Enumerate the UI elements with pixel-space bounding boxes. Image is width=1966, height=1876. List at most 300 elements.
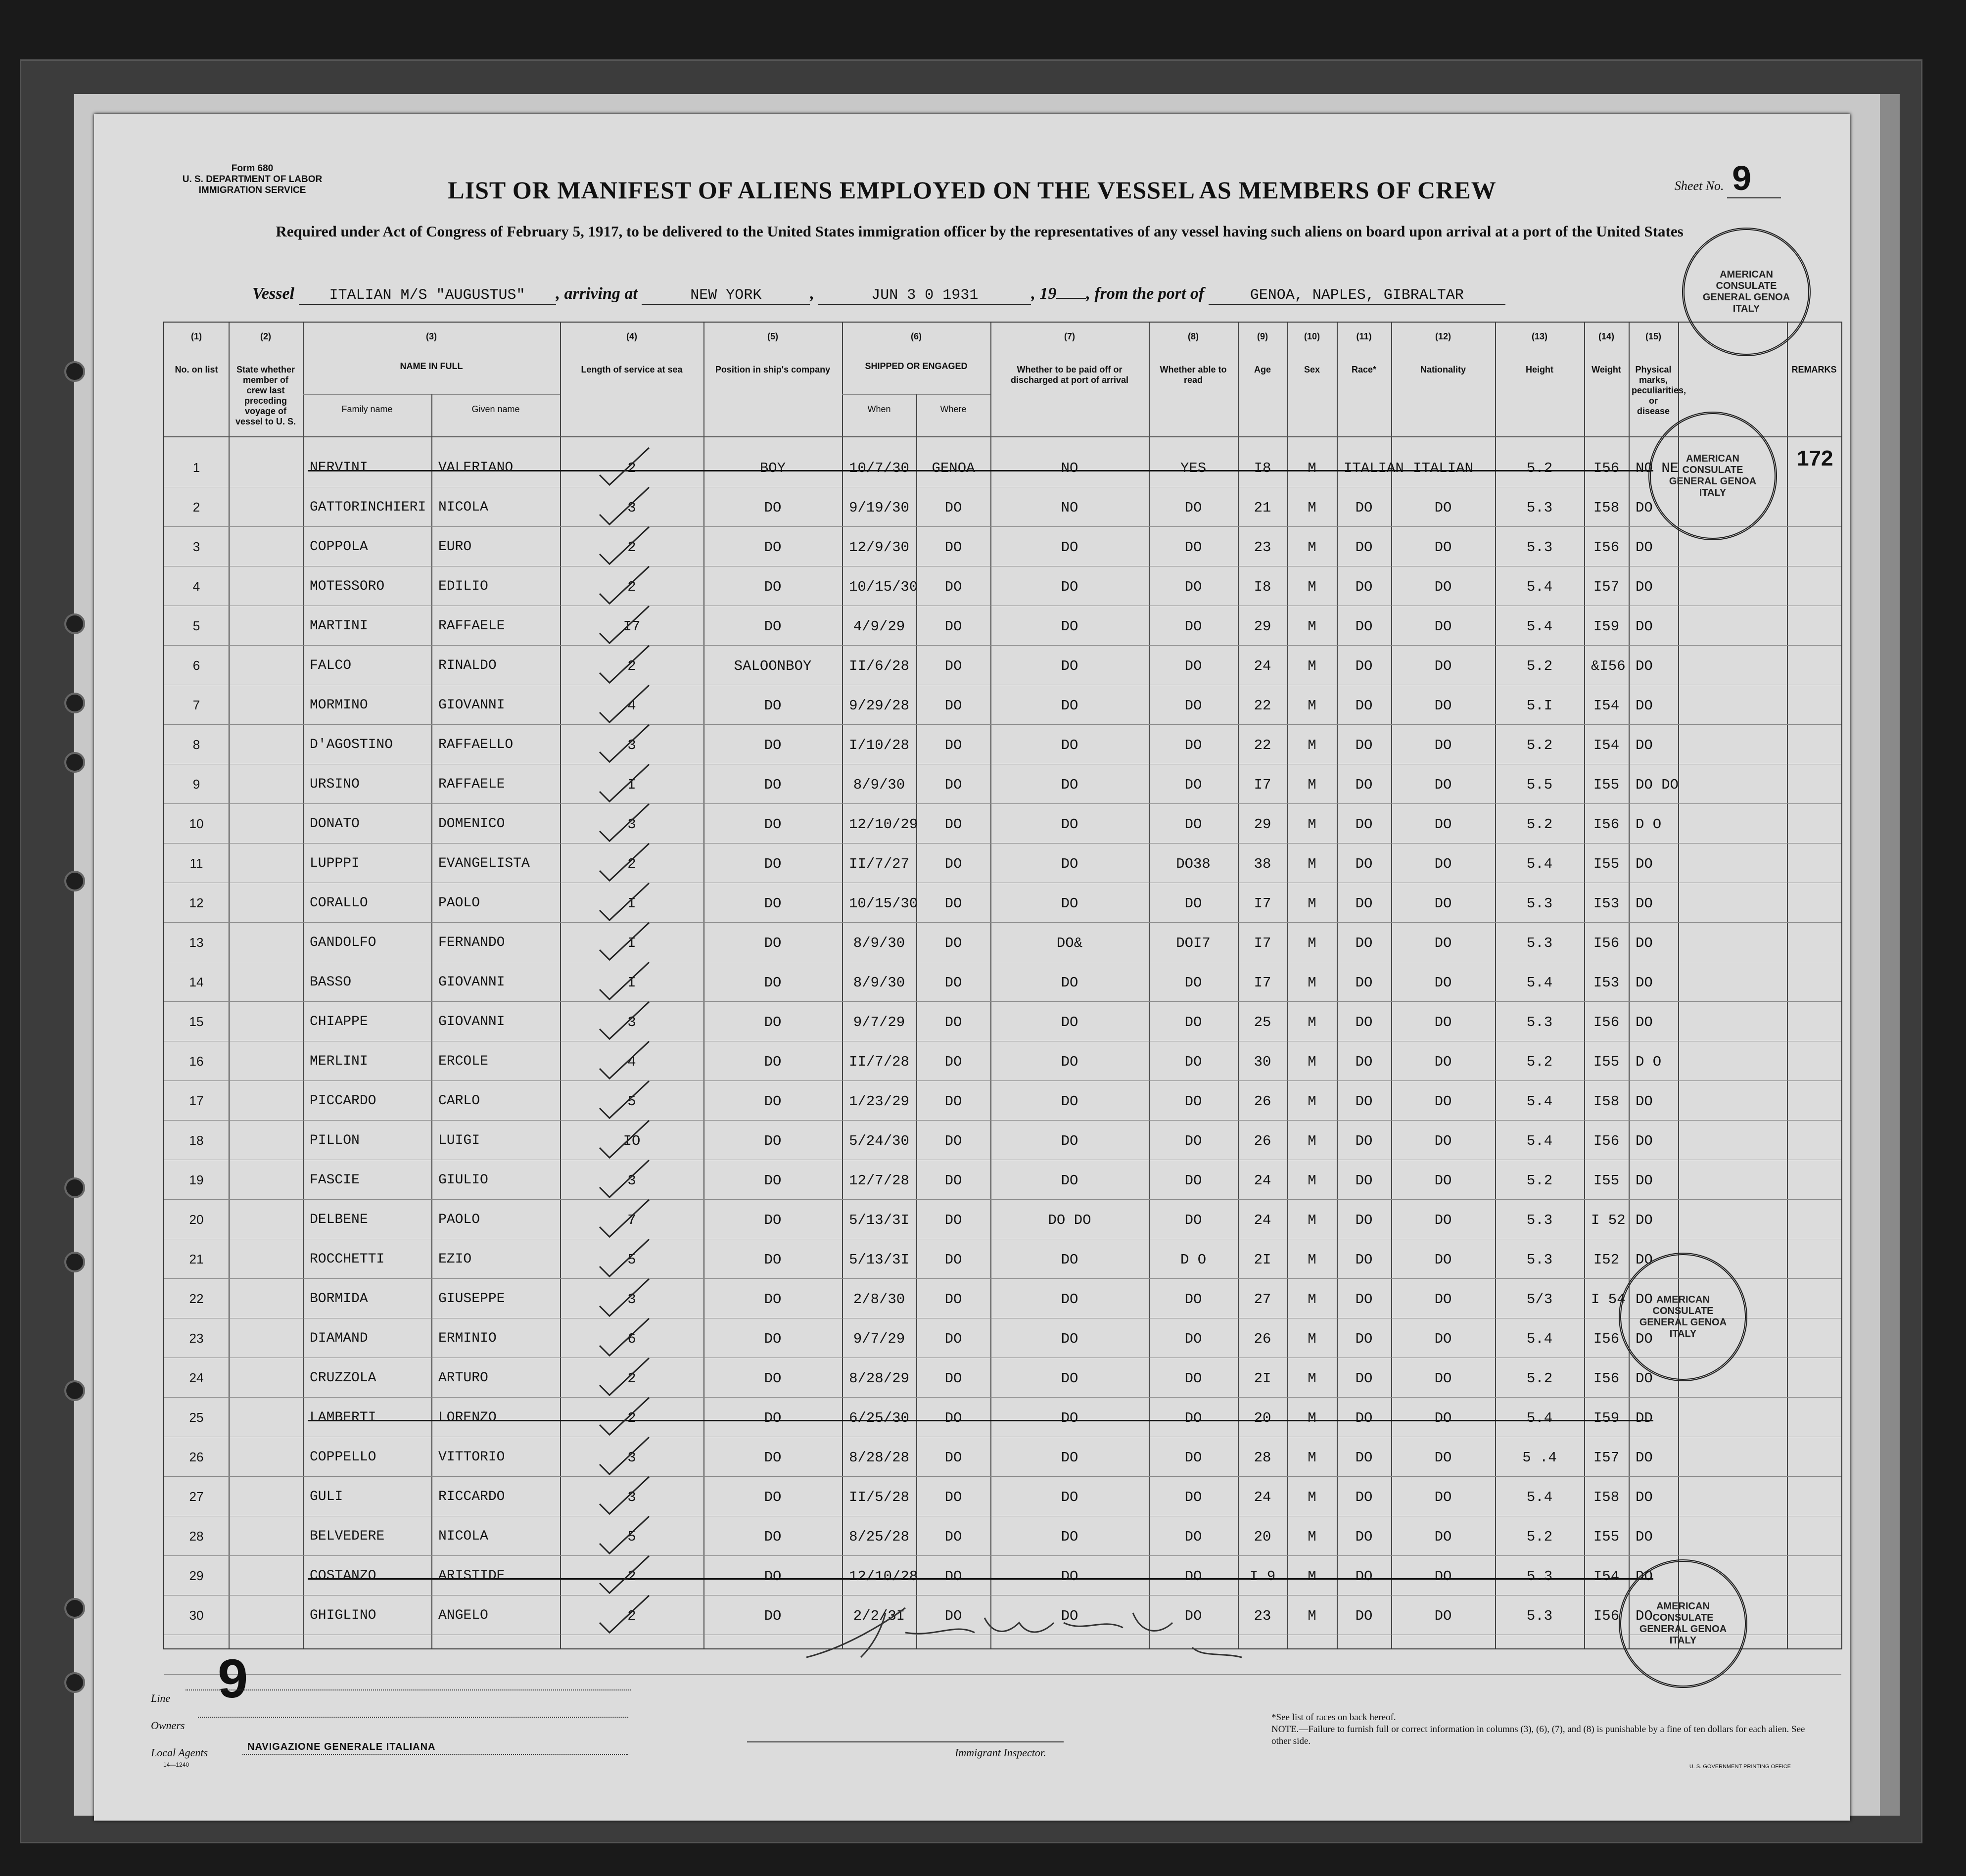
cell-given: FERNANDO: [438, 935, 505, 950]
cell-given: GIULIO: [438, 1172, 488, 1188]
cell-no: 7: [192, 698, 200, 712]
cell-read: DO: [1184, 1014, 1202, 1031]
cell-age: I7: [1254, 777, 1271, 793]
check-mark: [595, 485, 654, 529]
check-mark: [595, 1356, 654, 1400]
cell-marks: DO: [1636, 1608, 1653, 1624]
cell-when: 1/23/29: [849, 1093, 909, 1110]
cell-family: LAMBERTI: [310, 1410, 376, 1425]
cell-nationality: DO: [1434, 1608, 1452, 1624]
cell-given: ERCOLE: [438, 1054, 488, 1069]
printer-mark: U. S. GOVERNMENT PRINTING OFFICE: [1689, 1764, 1791, 1770]
cell-no: 5: [192, 618, 200, 633]
cell-height: 5.4: [1526, 1133, 1553, 1149]
cell-weight: I59: [1593, 1410, 1620, 1426]
binder-hole: [64, 871, 85, 891]
cell-no: 28: [189, 1529, 204, 1544]
cell-height: 5.3: [1526, 1568, 1553, 1585]
cell-when: II/5/28: [849, 1489, 909, 1505]
cell-no: 14: [189, 975, 204, 989]
cell-where: DO: [944, 895, 962, 912]
vessel-label: Vessel: [252, 284, 294, 303]
column-header: Sex: [1304, 365, 1320, 375]
cell-weight: I57: [1593, 579, 1620, 595]
check-mark: [595, 564, 654, 609]
cell-marks: NO NE: [1636, 460, 1679, 476]
column-subheader: When: [867, 404, 891, 414]
column-number: (10): [1304, 331, 1320, 341]
cell-sex: M: [1308, 1529, 1316, 1545]
check-mark: [595, 1316, 654, 1360]
cell-service: 2: [627, 1370, 636, 1387]
column-header: Race*: [1351, 365, 1377, 375]
row-rule: [164, 1001, 1841, 1002]
cell-read: D O: [1180, 1252, 1207, 1268]
cell-paid: DO: [1061, 975, 1078, 991]
cell-position: DO: [764, 1212, 782, 1228]
cell-given: GIOVANNI: [438, 975, 505, 990]
cell-paid: DO: [1061, 1568, 1078, 1585]
cell-race: DO: [1355, 1212, 1373, 1228]
table-row: [164, 698, 1841, 722]
cell-sex: M: [1308, 698, 1316, 714]
cell-when: 5/13/3I: [849, 1212, 909, 1228]
column-subheader: Given name: [471, 404, 520, 414]
cell-height: 5.3: [1526, 500, 1553, 516]
cell-service: 3: [627, 500, 636, 516]
cell-service: 5: [627, 1252, 636, 1268]
cell-marks: DO: [1636, 698, 1653, 714]
cell-marks: DO: [1636, 737, 1653, 753]
cell-position: DO: [764, 1054, 782, 1070]
column-header: NAME IN FULL: [400, 361, 463, 371]
cell-family: DONATO: [310, 816, 360, 832]
cell-paid: DO: [1061, 1489, 1078, 1505]
cell-service: I: [627, 777, 636, 793]
cell-family: MOTESSORO: [310, 579, 385, 594]
cell-where: DO: [944, 500, 962, 516]
cell-age: 20: [1254, 1529, 1271, 1545]
cell-nationality: DO: [1434, 816, 1452, 833]
stamp-text: AMERICAN CONSULATE GENERAL GENOA ITALY: [1639, 1294, 1727, 1339]
inspector-label: Immigrant Inspector.: [955, 1746, 1046, 1759]
cell-when: 6/25/30: [849, 1410, 909, 1426]
column-header: Position in ship's company: [715, 365, 831, 375]
cell-marks: DO: [1636, 1370, 1653, 1387]
cell-read: DO: [1184, 1608, 1202, 1624]
cell-marks: DO: [1636, 1252, 1653, 1268]
cell-weight: I56: [1593, 539, 1620, 556]
cell-when: 12/9/30: [849, 539, 909, 556]
cell-service: 4: [627, 698, 636, 714]
cell-given: PAOLO: [438, 1212, 480, 1227]
cell-service: 3: [627, 1450, 636, 1466]
cell-height: 5 .4: [1522, 1450, 1557, 1466]
cell-read: DO: [1184, 737, 1202, 753]
cell-where: DO: [944, 1093, 962, 1110]
cell-marks: DO: [1636, 1568, 1653, 1585]
cell-nationality: DO: [1434, 1054, 1452, 1070]
cell-sex: M: [1308, 895, 1316, 912]
cell-age: 38: [1254, 856, 1271, 872]
cell-nationality: DO: [1434, 1093, 1452, 1110]
check-mark: [595, 524, 654, 569]
cell-position: DO: [764, 1370, 782, 1387]
cell-height: 5.4: [1526, 1410, 1553, 1426]
check-mark: [595, 1158, 654, 1202]
cell-read: DO: [1184, 579, 1202, 595]
cell-position: DO: [764, 935, 782, 951]
cell-position: DO: [764, 737, 782, 753]
cell-height: 5.4: [1526, 579, 1553, 595]
cell-when: 12/10/28: [849, 1568, 918, 1585]
cell-no: 2: [192, 500, 200, 515]
cell-race: DO: [1355, 1331, 1373, 1347]
cell-family: LUPPPI: [310, 856, 360, 871]
cell-weight: I57: [1593, 1450, 1620, 1466]
cell-position: DO: [764, 539, 782, 556]
consulate-stamp: [1648, 412, 1777, 540]
cell-family: MORMINO: [310, 698, 368, 713]
table-row: [164, 1212, 1841, 1237]
cell-marks: DO: [1636, 1093, 1653, 1110]
cell-race: DO: [1355, 816, 1373, 833]
cell-sex: M: [1308, 1291, 1316, 1308]
cell-when: 8/9/30: [853, 935, 905, 951]
binder-hole: [64, 361, 85, 382]
check-mark: [595, 1395, 654, 1440]
cell-no: 24: [189, 1370, 204, 1385]
cell-given: DOMENICO: [438, 816, 505, 832]
table-row: [164, 1331, 1841, 1356]
cell-sex: M: [1308, 1331, 1316, 1347]
cell-marks: D O: [1636, 1054, 1662, 1070]
column-header: Whether to be paid off or discharged at port of arrival: [1010, 365, 1129, 385]
cell-family: MARTINI: [310, 618, 368, 634]
cell-given: GIOVANNI: [438, 698, 505, 713]
cell-paid: DO: [1061, 1172, 1078, 1189]
cell-service: 3: [627, 816, 636, 833]
cell-where: DO: [944, 1608, 962, 1624]
cell-paid: DO: [1061, 1410, 1078, 1426]
line-handwritten: 9: [218, 1648, 248, 1709]
cell-weight: I54: [1593, 737, 1620, 753]
cell-family: COPPELLO: [310, 1450, 376, 1465]
cell-marks: DO: [1636, 1172, 1653, 1189]
cell-race: DO: [1355, 1450, 1373, 1466]
cell-family: ROCCHETTI: [310, 1252, 385, 1267]
cell-race: DO: [1355, 1133, 1373, 1149]
cell-family: BASSO: [310, 975, 352, 990]
cell-paid: DO: [1061, 579, 1078, 595]
cell-race: DO: [1355, 1568, 1373, 1585]
from-label: , from the port of: [1086, 284, 1205, 303]
check-mark: [595, 920, 654, 965]
cell-given: EURO: [438, 539, 472, 555]
table-row: [164, 618, 1841, 643]
cell-weight: I54: [1593, 1568, 1620, 1585]
cell-position: DO: [764, 1489, 782, 1505]
cell-no: 19: [189, 1172, 204, 1187]
table-row: [164, 1568, 1841, 1593]
page-title: LIST OR MANIFEST OF ALIENS EMPLOYED ON THE VESSEL AS MEMBERS OF CREW: [448, 176, 1497, 204]
arrival-date: JUN 3 0 1931: [818, 287, 1031, 305]
cell-when: 8/28/28: [849, 1450, 909, 1466]
cell-nationality: DO: [1434, 1568, 1452, 1585]
cell-nationality: DO: [1434, 1370, 1452, 1387]
cell-sex: M: [1308, 1410, 1316, 1426]
cell-service: I: [627, 935, 636, 951]
cell-weight: I54: [1593, 698, 1620, 714]
cell-where: DO: [944, 1291, 962, 1308]
cell-height: 5.2: [1526, 1529, 1553, 1545]
column-header: Length of service at sea: [581, 365, 683, 375]
cell-paid: DO: [1061, 856, 1078, 872]
cell-given: ERMINIO: [438, 1331, 497, 1346]
arriving-label: , arriving at: [556, 284, 638, 303]
cell-age: 23: [1254, 539, 1271, 556]
cell-service: 2: [627, 856, 636, 872]
cell-race: DO: [1355, 1370, 1373, 1387]
cell-given: GIOVANNI: [438, 1014, 505, 1030]
cell-no: 23: [189, 1331, 204, 1346]
cell-nationality: DO: [1434, 975, 1452, 991]
cell-given: RAFFAELLO: [438, 737, 514, 752]
cell-family: URSINO: [310, 777, 360, 792]
column-number: (15): [1645, 331, 1661, 341]
cell-position: DO: [764, 1529, 782, 1545]
row-rule: [164, 1674, 1841, 1675]
strike-through-line: [308, 1578, 1653, 1580]
cell-height: 5.2: [1526, 1370, 1553, 1387]
table-row: [164, 539, 1841, 564]
cell-read: DO: [1184, 1370, 1202, 1387]
cell-weight: I55: [1593, 777, 1620, 793]
cell-marks: DO: [1636, 895, 1653, 912]
cell-marks: DO: [1636, 1014, 1653, 1031]
cell-no: 6: [192, 658, 200, 673]
cell-where: DO: [944, 935, 962, 951]
cell-when: 8/9/30: [853, 975, 905, 991]
cell-family: COPPOLA: [310, 539, 368, 555]
cell-read: DO: [1184, 1133, 1202, 1149]
cell-paid: DO: [1061, 698, 1078, 714]
cell-nationality: DO: [1434, 1410, 1452, 1426]
cell-family: DIAMAND: [310, 1331, 368, 1346]
cell-weight: I 54: [1591, 1291, 1626, 1308]
cell-age: 28: [1254, 1450, 1271, 1466]
crew-table: [163, 322, 1842, 1649]
cell-when: 8/9/30: [853, 777, 905, 793]
cell-nationality: DO: [1434, 698, 1452, 714]
cell-nationality: DO: [1434, 856, 1452, 872]
binder-hole: [64, 1380, 85, 1401]
cell-family: GANDOLFO: [310, 935, 376, 950]
cell-marks: DO: [1636, 658, 1653, 674]
cell-position: DO: [764, 1568, 782, 1585]
cell-marks: DO: [1636, 856, 1653, 872]
table-row: [164, 1450, 1841, 1474]
cell-sex: M: [1308, 1093, 1316, 1110]
cell-no: 26: [189, 1450, 204, 1464]
cell-weight: &I56: [1591, 658, 1626, 674]
cell-family: BELVEDERE: [310, 1529, 385, 1544]
check-mark: [595, 1593, 654, 1638]
cell-where: DO: [944, 1252, 962, 1268]
cell-sex: M: [1308, 1212, 1316, 1228]
cell-height: 5.3: [1526, 1014, 1553, 1031]
cell-service: I7: [623, 618, 641, 635]
cell-age: 26: [1254, 1093, 1271, 1110]
cell-where: DO: [944, 975, 962, 991]
cell-race: DO: [1355, 777, 1373, 793]
cell-read: DO: [1184, 777, 1202, 793]
cell-marks: DO: [1636, 935, 1653, 951]
column-subheader: Family name: [341, 404, 393, 414]
stamp-text: AMERICAN CONSULATE GENERAL GENOA ITALY: [1669, 453, 1757, 498]
cell-nationality: DO: [1434, 1331, 1452, 1347]
cell-sex: M: [1308, 1252, 1316, 1268]
cell-read: DO: [1184, 618, 1202, 635]
column-number: (11): [1356, 331, 1372, 341]
cell-no: 30: [189, 1608, 204, 1623]
department-name: U. S. DEPARTMENT OF LABOR: [182, 174, 323, 185]
cell-age: 23: [1254, 1608, 1271, 1624]
cell-given: EZIO: [438, 1252, 472, 1267]
cell-weight: I56: [1593, 460, 1620, 476]
column-header: Nationality: [1420, 365, 1466, 375]
cell-no: 18: [189, 1133, 204, 1148]
table-row: [164, 975, 1841, 999]
binder-hole: [64, 1252, 85, 1272]
cell-when: 8/25/28: [849, 1529, 909, 1545]
cell-race: DO: [1355, 975, 1373, 991]
cell-age: 24: [1254, 1212, 1271, 1228]
cell-height: 5.I: [1526, 698, 1553, 714]
check-mark: [595, 1553, 654, 1598]
stamp-text: AMERICAN CONSULATE GENERAL GENOA ITALY: [1702, 269, 1790, 314]
cell-given: VITTORIO: [438, 1450, 505, 1465]
cell-position: DO: [764, 1291, 782, 1308]
row-rule: [164, 1278, 1841, 1279]
cell-given: NICOLA: [438, 500, 488, 515]
check-mark: [595, 1197, 654, 1242]
cell-age: 25: [1254, 1014, 1271, 1031]
cell-family: FASCIE: [310, 1172, 360, 1188]
table-row: [164, 1529, 1841, 1553]
cell-family: BORMIDA: [310, 1291, 368, 1307]
cell-when: 12/10/29: [849, 816, 918, 833]
cell-when: 9/19/30: [849, 500, 909, 516]
cell-where: DO: [944, 816, 962, 833]
cell-paid: DO: [1061, 1529, 1078, 1545]
races-note: *See list of races on back hereof.: [1271, 1712, 1396, 1723]
cell-nationality: DO: [1434, 777, 1452, 793]
cell-when: 5/13/3I: [849, 1252, 909, 1268]
column-subheader: Where: [940, 404, 967, 414]
cell-age: 26: [1254, 1133, 1271, 1149]
cell-paid: DO: [1061, 777, 1078, 793]
cell-where: DO: [944, 1529, 962, 1545]
cell-when: 8/28/29: [849, 1370, 909, 1387]
cell-marks: DO: [1636, 975, 1653, 991]
cell-service: 3: [627, 1291, 636, 1308]
cell-sex: M: [1308, 737, 1316, 753]
cell-sex: M: [1308, 658, 1316, 674]
cell-service: 7: [627, 1212, 636, 1228]
cell-read: DO: [1184, 500, 1202, 516]
cell-service: 3: [627, 1172, 636, 1189]
cell-family: D'AGOSTINO: [310, 737, 393, 752]
cell-given: RAFFAELE: [438, 777, 505, 792]
cell-height: 5.2: [1526, 737, 1553, 753]
cell-paid: NO: [1061, 460, 1078, 476]
cell-nationality: DO: [1434, 895, 1452, 912]
column-header: Physical marks, peculiarities, or disease: [1632, 365, 1686, 416]
cell-race: DO: [1355, 1529, 1373, 1545]
cell-paid: DO: [1061, 658, 1078, 674]
vessel-name: ITALIAN M/S "AUGUSTUS": [299, 287, 556, 305]
check-mark: [595, 1079, 654, 1123]
cell-given: EDILIO: [438, 579, 488, 594]
cell-position: DO: [764, 1331, 782, 1347]
cell-race: DO: [1355, 1291, 1373, 1308]
binder-hole: [64, 1672, 85, 1693]
cell-no: 21: [189, 1252, 204, 1266]
cell-sex: M: [1308, 618, 1316, 635]
cell-where: DO: [944, 1331, 962, 1347]
cell-position: DO: [764, 1093, 782, 1110]
cell-nationality: DO: [1434, 500, 1452, 516]
cell-family: DELBENE: [310, 1212, 368, 1227]
check-mark: [595, 604, 654, 648]
remarks-number: 172: [1797, 446, 1833, 470]
form-number: Form 680: [231, 163, 274, 174]
column-header: No. on list: [175, 365, 218, 375]
cell-sex: M: [1308, 1054, 1316, 1070]
cell-read: DO: [1184, 1291, 1202, 1308]
row-rule: [164, 1476, 1841, 1477]
cell-height: 5.2: [1526, 1054, 1553, 1070]
cell-marks: DO: [1636, 1331, 1653, 1347]
cell-service: 4: [627, 1054, 636, 1070]
cell-when: II/6/28: [849, 658, 909, 674]
cell-age: I8: [1254, 460, 1271, 476]
cell-service: IO: [623, 1133, 641, 1149]
table-row: [164, 460, 1841, 485]
cell-where: DO: [944, 1568, 962, 1585]
cell-read: DO: [1184, 1489, 1202, 1505]
cell-nationality: DO: [1434, 1450, 1452, 1466]
cell-service: 2: [627, 579, 636, 595]
header-divider: [164, 436, 1841, 437]
cell-marks: DD: [1636, 1410, 1653, 1426]
cell-read: DO: [1184, 1450, 1202, 1466]
table-row: [164, 1410, 1841, 1435]
binder-hole: [64, 693, 85, 713]
check-mark: [595, 1039, 654, 1083]
stamp-text: AMERICAN CONSULATE GENERAL GENOA ITALY: [1639, 1601, 1727, 1646]
cell-age: 26: [1254, 1331, 1271, 1347]
cell-no: 4: [192, 579, 200, 594]
cell-family: CRUZZOLA: [310, 1370, 376, 1386]
cell-no: 15: [189, 1014, 204, 1029]
check-mark: [595, 1514, 654, 1558]
cell-marks: DO: [1636, 1291, 1653, 1308]
check-mark: [595, 1118, 654, 1163]
cell-sex: M: [1308, 777, 1316, 793]
cell-marks: DO: [1636, 500, 1653, 516]
